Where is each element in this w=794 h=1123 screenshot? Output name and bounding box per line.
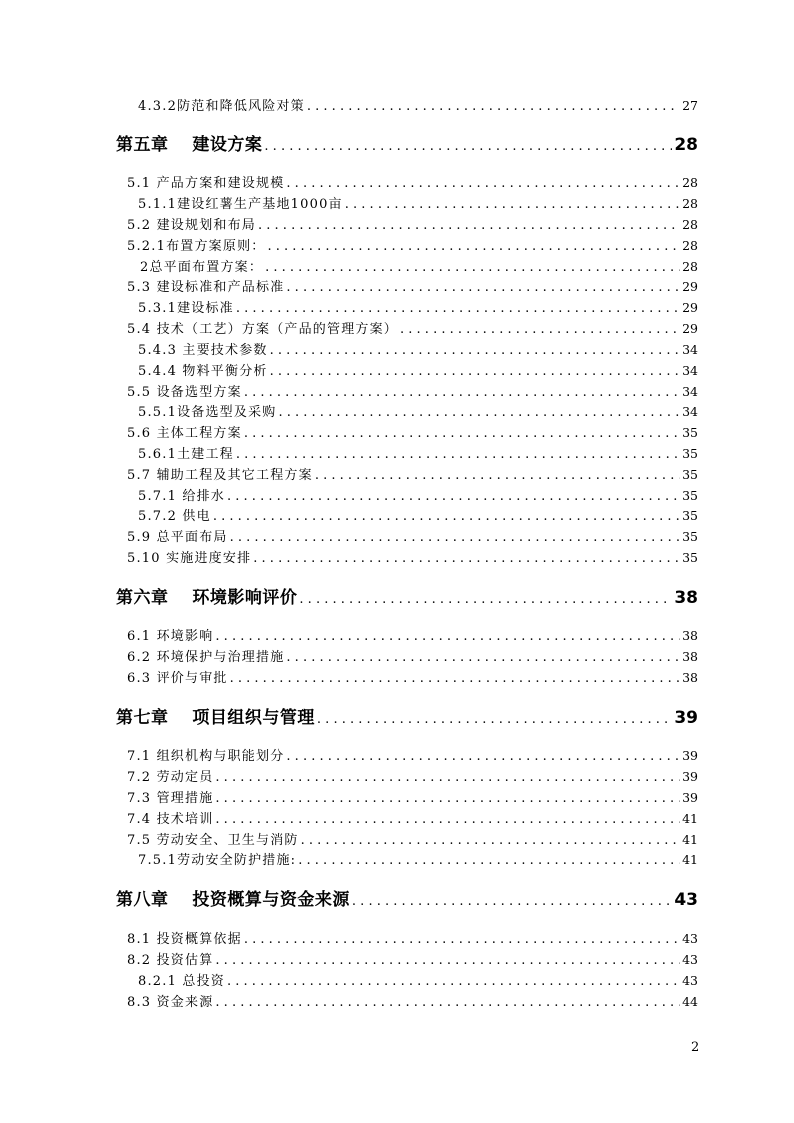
toc-entry-label: 6.1 环境影响: [127, 629, 214, 644]
dot-leader: [270, 362, 680, 382]
toc-entry[interactable]: [138, 402, 698, 422]
toc-entry-label: 8.2 投资估算: [127, 953, 214, 968]
toc-entry-page: 29: [682, 321, 698, 336]
toc-entry[interactable]: [127, 668, 698, 688]
dot-leader: [227, 972, 680, 992]
toc-entry-label: 8.2.1 总投资: [138, 974, 226, 989]
toc-entry-label: 5.7 辅助工程及其它工程方案: [127, 468, 313, 483]
toc-entry-page: 38: [682, 628, 698, 643]
toc-entry-label: 8.3 资金来源: [127, 995, 214, 1010]
dot-leader: [286, 278, 680, 298]
toc-entry-label: 5.10 实施进度安排: [127, 551, 252, 566]
toc-entry-label: 7.3 管理措施: [127, 791, 214, 806]
toc-entry-label: 7.4 技术培训: [127, 812, 214, 827]
toc-entry[interactable]: [127, 647, 698, 667]
toc-entry[interactable]: [138, 506, 698, 526]
toc-entry-page: 35: [682, 488, 698, 503]
toc-entry-page: 28: [682, 175, 698, 190]
toc-entry[interactable]: [127, 788, 698, 808]
dot-leader: [278, 403, 680, 423]
dot-leader: [352, 890, 672, 914]
dot-leader: [317, 708, 672, 732]
toc-chapter-title: 第五章 建设方案: [116, 135, 263, 155]
toc-entry-label: 8.1 投资概算依据: [127, 932, 242, 947]
toc-entry-label: 5.6.1土建工程: [138, 447, 234, 462]
toc-entry-label: 5.5.1设备选型及采购: [138, 405, 277, 420]
toc-entry-page: 28: [682, 196, 698, 211]
dot-leader: [227, 487, 680, 507]
toc-entry[interactable]: [140, 257, 698, 277]
toc-entry-page: 28: [682, 259, 698, 274]
toc-entry-page: 34: [682, 342, 698, 357]
dot-leader: [270, 341, 680, 361]
toc-entry-label: 5.5 设备选型方案: [127, 385, 242, 400]
toc-entry-label: 7.2 劳动定员: [127, 770, 214, 785]
toc-chapter-page: 43: [674, 890, 698, 910]
toc-entry[interactable]: [138, 971, 698, 991]
toc-entry-label: 5.7.2 供电: [138, 509, 211, 524]
dot-leader: [345, 195, 680, 215]
toc-entry-label: 5.2.1布置方案原则：: [127, 239, 266, 254]
toc-entry-page: 35: [682, 529, 698, 544]
toc-entry[interactable]: [127, 423, 698, 443]
toc-entry-page: 28: [682, 238, 698, 253]
toc-entry-page: 27: [682, 98, 698, 113]
toc-entry-label: 7.5.1劳动安全防护措施:: [138, 853, 297, 868]
toc-entry-page: 35: [682, 467, 698, 482]
toc-entry-label: 5.2 建设规划和布局: [127, 218, 257, 233]
toc-entry[interactable]: [127, 548, 698, 568]
toc-entry-page: 41: [682, 852, 698, 867]
toc-entry-label: 5.1.1建设红薯生产基地1000亩: [138, 197, 343, 212]
toc-entry[interactable]: [138, 444, 698, 464]
toc-entry-label: 7.5 劳动安全、卫生与消防: [127, 833, 299, 848]
toc-entry-page: 34: [682, 384, 698, 399]
toc-entry-page: 34: [682, 363, 698, 378]
dot-leader: [267, 237, 680, 257]
toc-chapter-page: 39: [674, 708, 698, 728]
toc-entry-page: 39: [682, 769, 698, 784]
toc-entry-label: 5.9 总平面布局: [127, 530, 228, 545]
toc-entry[interactable]: [127, 527, 698, 547]
toc-entry[interactable]: [138, 486, 698, 506]
dot-leader: [307, 97, 680, 117]
toc-entry-page: 35: [682, 446, 698, 461]
dot-leader: [286, 174, 680, 194]
dot-leader: [315, 466, 680, 486]
toc-entry-label: 5.3.1建设标准: [138, 301, 234, 316]
toc-entry-page: 41: [682, 811, 698, 826]
toc-chapter[interactable]: [116, 706, 698, 730]
toc-entry-page: 41: [682, 832, 698, 847]
dot-leader: [244, 383, 680, 403]
toc-entry-label: 5.4.4 物料平衡分析: [138, 364, 268, 379]
toc-entry-label: 4.3.2防范和降低风险对策: [138, 99, 305, 114]
toc-entry[interactable]: [127, 950, 698, 970]
dot-leader: [230, 669, 680, 689]
dot-leader: [236, 445, 680, 465]
toc-entry-page: 43: [682, 931, 698, 946]
toc-entry[interactable]: [127, 215, 698, 235]
toc-entry[interactable]: [127, 992, 698, 1012]
toc-entry-page: 35: [682, 508, 698, 523]
toc-chapter[interactable]: [116, 586, 698, 610]
toc-entry[interactable]: [138, 298, 698, 318]
toc-entry[interactable]: [138, 850, 698, 870]
dot-leader: [253, 549, 680, 569]
toc-chapter-page: 28: [674, 135, 698, 155]
toc-chapter-title: 第七章 项目组织与管理: [116, 708, 315, 728]
toc-entry[interactable]: [127, 277, 698, 297]
toc-chapter-page: 38: [674, 588, 698, 608]
toc-chapter[interactable]: [116, 133, 698, 157]
dot-leader: [244, 930, 680, 950]
toc-entry-label: 5.1 产品方案和建设规模: [127, 176, 285, 191]
page-number: 2: [691, 1040, 700, 1055]
dot-leader: [258, 216, 680, 236]
dot-leader: [213, 507, 680, 527]
dot-leader: [286, 648, 680, 668]
toc-entry-label: 2总平面布置方案：: [140, 260, 264, 275]
toc-entry-label: 5.7.1 给排水: [138, 489, 226, 504]
toc-entry[interactable]: [127, 767, 698, 787]
toc-entry-page: 38: [682, 649, 698, 664]
dot-leader: [215, 768, 680, 788]
dot-leader: [264, 135, 672, 159]
toc-entry-label: 5.4 技术（工艺）方案（产品的管理方案）: [127, 322, 399, 337]
toc-entry[interactable]: [127, 746, 698, 766]
dot-leader: [299, 588, 672, 612]
toc-entry-label: 7.1 组织机构与职能划分: [127, 749, 285, 764]
toc-entry-label: 6.3 评价与审批: [127, 671, 228, 686]
dot-leader: [244, 424, 680, 444]
toc-entry[interactable]: [127, 465, 698, 485]
dot-leader: [215, 993, 680, 1013]
toc-chapter[interactable]: [116, 888, 698, 912]
toc-chapter-title: 第六章 环境影响评价: [116, 588, 298, 608]
dot-leader: [215, 789, 680, 809]
dot-leader: [400, 320, 680, 340]
dot-leader: [230, 528, 680, 548]
toc-entry[interactable]: [138, 96, 698, 116]
toc-entry-page: 29: [682, 279, 698, 294]
toc-entry[interactable]: [138, 361, 698, 381]
toc-entry-page: 44: [682, 994, 698, 1009]
toc-entry[interactable]: [127, 173, 698, 193]
toc-entry-page: 28: [682, 217, 698, 232]
toc-entry-page: 29: [682, 300, 698, 315]
toc-entry[interactable]: [127, 830, 698, 850]
toc-entry[interactable]: [127, 929, 698, 949]
toc-entry-label: 5.6 主体工程方案: [127, 426, 242, 441]
toc-entry-page: 38: [682, 670, 698, 685]
dot-leader: [215, 810, 680, 830]
toc-entry[interactable]: [138, 340, 698, 360]
toc-entry-page: 35: [682, 550, 698, 565]
dot-leader: [265, 258, 680, 278]
toc-entry[interactable]: [127, 236, 698, 256]
toc-entry[interactable]: [127, 626, 698, 646]
toc-entry[interactable]: [127, 382, 698, 402]
toc-entry-page: 43: [682, 952, 698, 967]
toc-entry[interactable]: [127, 809, 698, 829]
dot-leader: [236, 299, 680, 319]
toc-entry[interactable]: [138, 194, 698, 214]
toc-entry-page: 34: [682, 404, 698, 419]
dot-leader: [298, 851, 680, 871]
toc-entry-page: 35: [682, 425, 698, 440]
dot-leader: [301, 831, 680, 851]
toc-entry-label: 6.2 环境保护与治理措施: [127, 650, 285, 665]
dot-leader: [215, 951, 680, 971]
toc-entry-page: 43: [682, 973, 698, 988]
toc-entry-page: 39: [682, 790, 698, 805]
toc-chapter-title: 第八章 投资概算与资金来源: [116, 890, 350, 910]
dot-leader: [286, 747, 680, 767]
dot-leader: [215, 627, 680, 647]
toc-entry[interactable]: [127, 319, 698, 339]
toc-entry-label: 5.3 建设标准和产品标准: [127, 280, 285, 295]
toc-entry-label: 5.4.3 主要技术参数: [138, 343, 268, 358]
toc-entry-page: 39: [682, 748, 698, 763]
